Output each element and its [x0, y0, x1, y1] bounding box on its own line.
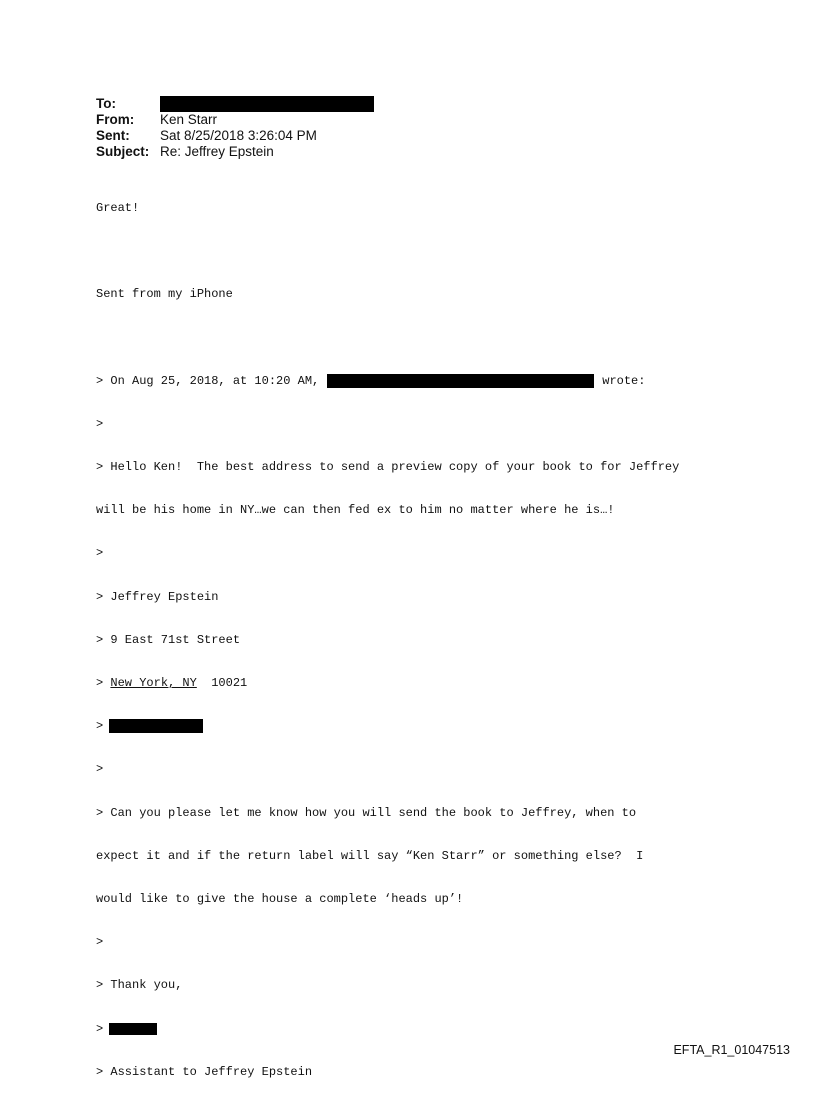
address-city-prefix: >	[96, 676, 111, 691]
body-line-signature-device: Sent from my iPhone	[96, 287, 233, 302]
quote-empty-line: >	[96, 416, 104, 431]
quote-signature-line: > Assistant to Jeffrey Epstein	[96, 1064, 313, 1079]
sent-row	[96, 128, 374, 144]
quote-marker: >	[96, 719, 104, 734]
quote-empty-line: >	[96, 935, 104, 950]
address-line-city	[96, 676, 679, 690]
subject-value: Re: Jeffrey Epstein	[160, 144, 274, 159]
quote-header-prefix: > On Aug 25, 2018, at 10:20 AM,	[96, 373, 320, 388]
blank-line	[96, 330, 679, 344]
redacted-name	[109, 1023, 157, 1035]
quote-thanks-line: > Thank you,	[96, 978, 183, 993]
quote-empty-line: >	[96, 546, 104, 561]
email-header	[96, 96, 374, 160]
email-body	[96, 172, 679, 1108]
quote-header-suffix: wrote:	[602, 373, 646, 388]
sent-value: Sat 8/25/2018 3:26:04 PM	[160, 128, 317, 143]
quote-hello-line-2: will be his home in NY…we can then fed ex to him no matter where he is…!	[96, 503, 615, 518]
quote-marker: >	[96, 1021, 104, 1036]
address-city: New York, NY	[110, 676, 197, 691]
redacted-sender	[327, 374, 594, 388]
from-label: From:	[96, 112, 135, 127]
address-zip: 10021	[196, 676, 248, 691]
quote-empty-line: >	[96, 762, 104, 777]
blank-line	[96, 244, 679, 258]
address-line-street: > 9 East 71st Street	[96, 632, 241, 647]
redacted-recipient	[160, 96, 374, 112]
from-value: Ken Starr	[160, 112, 218, 127]
body-line-greeting: Great!	[96, 200, 140, 215]
quote-header-line	[96, 374, 679, 388]
quote-ask-line-3: would like to give the house a complete ‘heads up’!	[96, 892, 464, 907]
document-id: EFTA_R1_01047513	[673, 1043, 790, 1057]
quote-ask-line-2: expect it and if the return label will say “Ken Starr” or something else? I	[96, 848, 644, 863]
to-row	[96, 96, 374, 112]
to-label: To:	[96, 96, 116, 111]
quote-ask-line-1: > Can you please let me know how you will send the book to Jeffrey, when to	[96, 805, 637, 820]
quote-name-line	[96, 1022, 679, 1036]
quote-hello-line-1: > Hello Ken! The best address to send a preview copy of your book to for Jeffrey	[96, 460, 680, 475]
subject-row	[96, 144, 374, 160]
sent-label: Sent:	[96, 128, 130, 143]
subject-label: Subject:	[96, 144, 150, 159]
address-line-phone	[96, 719, 679, 733]
address-line-name: > Jeffrey Epstein	[96, 589, 219, 604]
from-row	[96, 112, 374, 128]
redacted-phone	[109, 719, 203, 733]
